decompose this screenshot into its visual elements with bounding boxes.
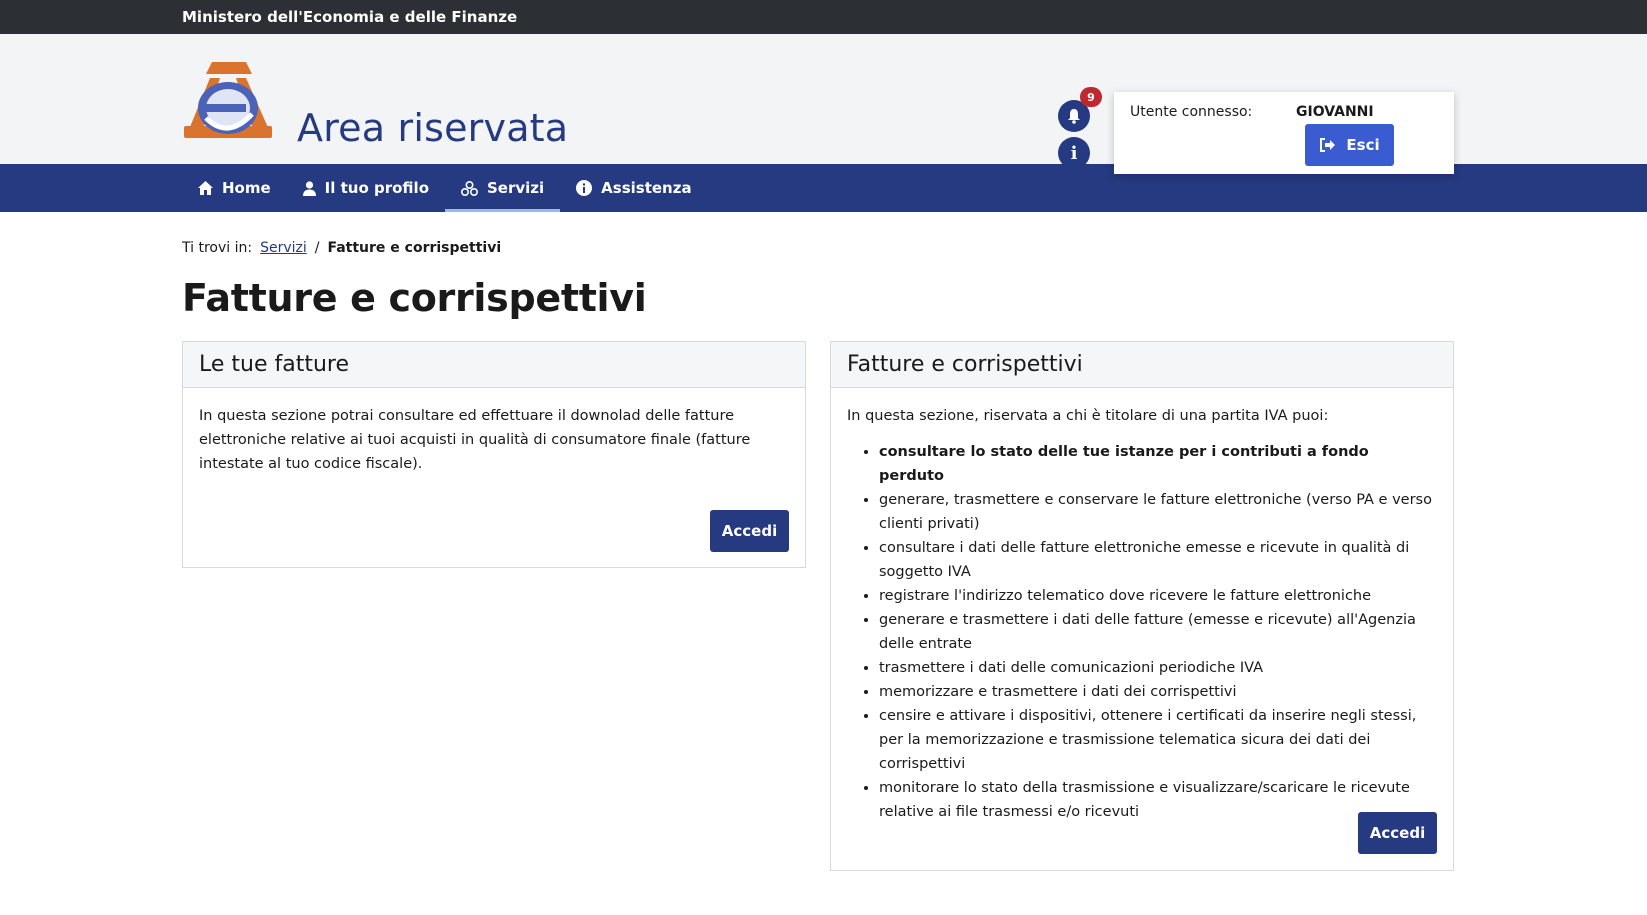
list-item: • generare e trasmettere i dati delle fatture (emesse e ricevute) all'Agenzia delle entrate [879, 608, 1437, 656]
card-invoices-fees [830, 341, 1454, 871]
user-label: Utente connesso: [1130, 104, 1253, 120]
nav-item-assistance[interactable] [560, 164, 707, 212]
card-text: In questa sezione potrai consultare ed effettuare il downolad delle fatture elettroniche relative ai tuoi acquisti in qualità di consumatore finale (fatture intestate al tuo codice fiscale). [199, 408, 751, 472]
list-item: • consultare lo stato delle tue istanze per i contributi a fondo perduto [879, 440, 1437, 488]
nav-label-profile: Il tuo profilo [324, 179, 429, 197]
nav-item-services[interactable] [445, 164, 560, 212]
logout-button[interactable] [1305, 124, 1394, 166]
ministry-title: Ministero dell'Economia e delle Finanze [182, 8, 518, 26]
user-name: GIOVANNI [1296, 104, 1374, 120]
home-icon [198, 181, 213, 195]
access-button[interactable]: Accedi [710, 510, 789, 552]
nav-item-home[interactable] [182, 164, 287, 212]
ministry-bar [0, 0, 1647, 34]
site-header [0, 34, 1647, 164]
card-title: Le tue fatture [183, 342, 805, 388]
card-title: Fatture e corrispettivi [831, 342, 1453, 388]
site-title: Area riservata [297, 106, 569, 150]
list-item: • registrare l'indirizzo telematico dove ricevere le fatture elettroniche [879, 584, 1437, 608]
agenzia-entrate-logo[interactable] [182, 58, 274, 140]
info-icon: i [1070, 142, 1078, 164]
notification-badge: 9 [1080, 87, 1102, 107]
breadcrumb-prefix: Ti trovi in: [182, 240, 253, 256]
card-your-invoices [182, 341, 806, 568]
access-button[interactable]: Accedi [1358, 812, 1437, 854]
bell-icon [1066, 108, 1082, 124]
services-list [847, 440, 1437, 824]
breadcrumb-separator: / [314, 240, 320, 256]
user-icon [303, 181, 316, 196]
card-intro: In questa sezione, riservata a chi è titolare di una partita IVA puoi: [847, 408, 1329, 424]
breadcrumb-current: Fatture e corrispettivi [327, 240, 502, 256]
info-icon [576, 180, 592, 196]
nav-label-assistance: Assistenza [601, 179, 692, 197]
page-title: Fatture e corrispettivi [182, 276, 647, 320]
nav-label-services: Servizi [487, 179, 545, 197]
nav-label-home: Home [222, 179, 271, 197]
list-item: • monitorare lo stato della trasmissione e visualizzare/scaricare le ricevute relative ai file trasmessi e/o ricevuti [879, 776, 1437, 824]
logout-label: Esci [1346, 136, 1380, 154]
list-item: • censire e attivare i dispositivi, ottenere i certificati da inserire negli stessi, per la memorizzazione e trasmissione telematica sicura dei dati dei corrispettivi [879, 704, 1437, 776]
list-item: • consultare i dati delle fatture elettroniche emesse e ricevute in qualità di soggetto IVA [879, 536, 1437, 584]
user-panel [1114, 92, 1454, 174]
services-icon [461, 181, 478, 196]
breadcrumb [182, 240, 501, 256]
info-button[interactable] [1058, 137, 1090, 169]
list-item: • memorizzare e trasmettere i dati dei corrispettivi [879, 680, 1437, 704]
list-item: • trasmettere i dati delle comunicazioni periodiche IVA [879, 656, 1437, 680]
nav-item-profile[interactable] [287, 164, 445, 212]
breadcrumb-link-services[interactable]: Servizi [260, 240, 307, 256]
list-item: • generare, trasmettere e conservare le fatture elettroniche (verso PA e verso clienti privati) [879, 488, 1437, 536]
sign-out-icon [1319, 138, 1336, 152]
